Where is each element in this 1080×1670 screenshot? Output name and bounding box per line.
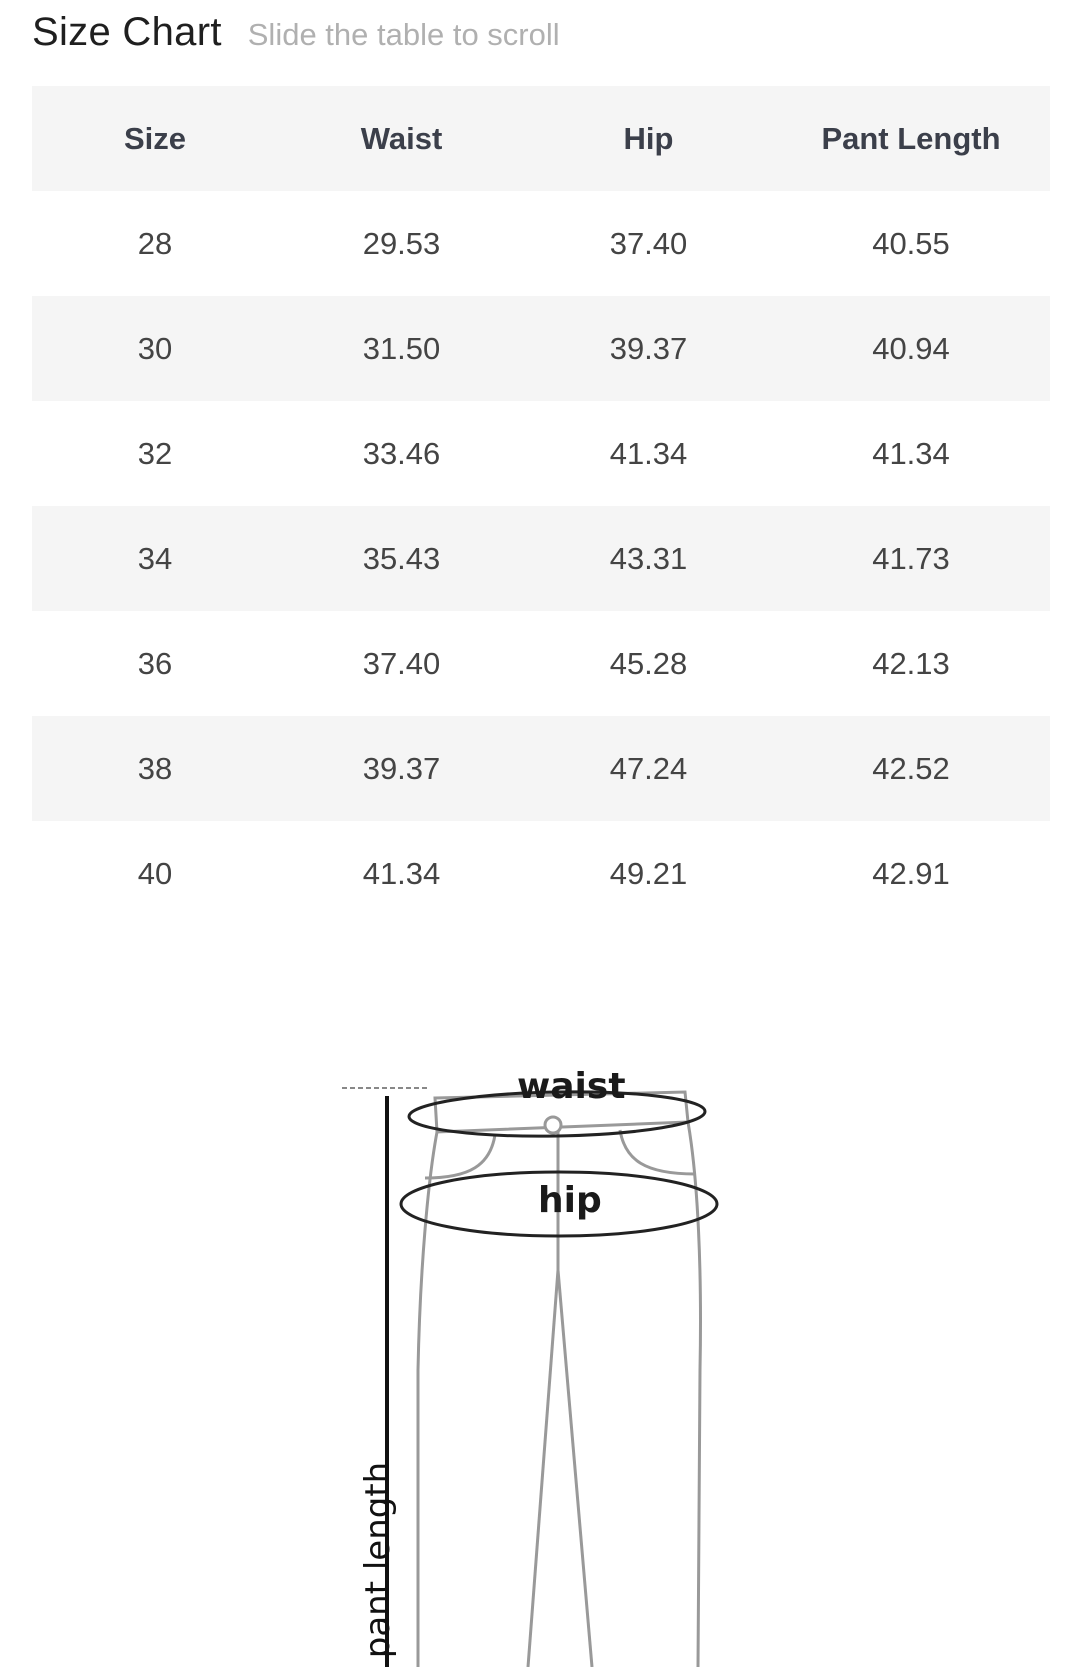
pant-length-cell: 40.94: [872, 330, 950, 366]
table-row: [32, 191, 1050, 296]
pant-length-cell: 41.73: [872, 540, 950, 576]
pant-length-cell: 40.55: [872, 225, 950, 261]
pant-length-cell: 42.52: [872, 750, 950, 786]
scroll-hint: Slide the table to scroll: [247, 17, 560, 52]
left-leg-inner: [528, 1270, 558, 1667]
column-header-waist: Waist: [360, 120, 443, 156]
pant-length-cell: 42.13: [872, 645, 950, 681]
left-leg-outer: [418, 1132, 437, 1667]
right-leg-inner: [558, 1270, 592, 1667]
table-row: [32, 506, 1050, 611]
size-cell: 30: [137, 330, 173, 366]
table-header-row: [32, 86, 1050, 191]
size-cell: 32: [137, 435, 173, 471]
pants-measurement-diagram: [300, 1066, 760, 1667]
waist-cell: 31.50: [362, 330, 441, 366]
waist-cell: 29.53: [362, 225, 441, 261]
right-pocket: [620, 1130, 695, 1174]
table-row: [32, 611, 1050, 716]
hip-cell: 41.34: [609, 435, 688, 471]
hip-label: hip: [538, 1180, 602, 1221]
hip-cell: 37.40: [609, 225, 688, 261]
pant-length-cell: 41.34: [872, 435, 950, 471]
waist-cell: 41.34: [362, 855, 441, 891]
size-cell: 40: [137, 855, 173, 891]
waist-cell: 33.46: [362, 435, 441, 471]
waist-label: waist: [517, 1066, 626, 1107]
hip-cell: 49.21: [609, 855, 688, 891]
size-cell: 28: [137, 225, 173, 261]
hip-cell: 45.28: [609, 645, 688, 681]
column-header-hip: Hip: [623, 120, 674, 156]
waist-cell: 35.43: [362, 540, 441, 576]
column-header-size: Size: [123, 120, 187, 156]
size-cell: 38: [137, 750, 173, 786]
right-leg-outer: [688, 1122, 701, 1667]
table-row: [32, 821, 1050, 926]
table-row: [32, 716, 1050, 821]
table-row: [32, 401, 1050, 506]
waist-button: [545, 1117, 561, 1133]
column-header-pant-length: Pant Length: [821, 120, 1001, 156]
page-title: Size Chart: [32, 10, 222, 54]
hip-cell: 39.37: [609, 330, 688, 366]
size-table[interactable]: [32, 86, 1050, 926]
pant-length-label: pant length: [358, 1461, 398, 1659]
hip-cell: 47.24: [609, 750, 688, 786]
size-chart-header: [32, 10, 560, 62]
table-row: [32, 296, 1050, 401]
waist-cell: 39.37: [362, 750, 441, 786]
size-cell: 34: [137, 540, 173, 576]
hip-cell: 43.31: [609, 540, 688, 576]
waist-cell: 37.40: [362, 645, 441, 681]
pant-length-cell: 42.91: [872, 855, 950, 891]
size-cell: 36: [137, 645, 173, 681]
